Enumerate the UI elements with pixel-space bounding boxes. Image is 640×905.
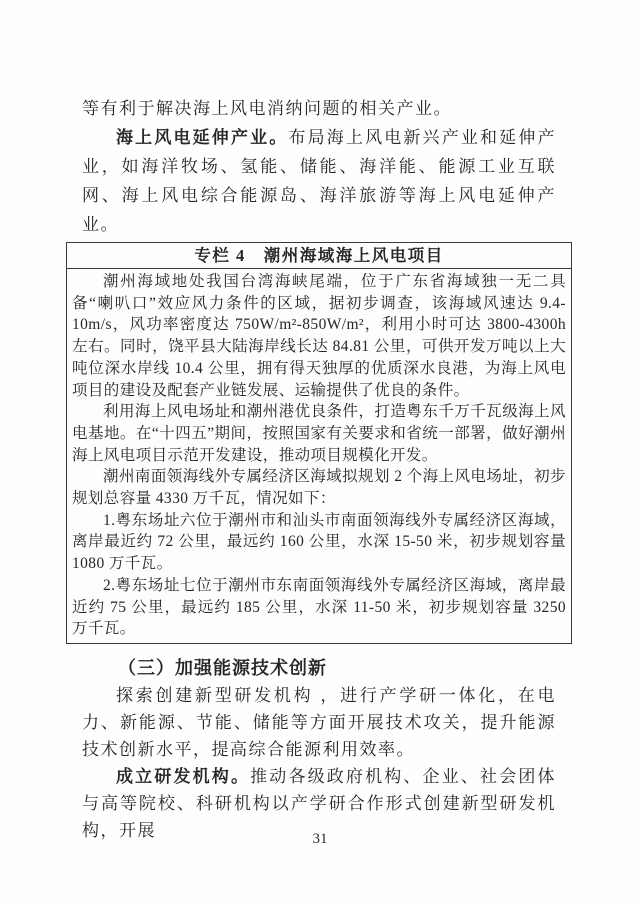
paragraph-rd-exploration: 探索创建新型研发机构 ，进行产学研一体化，在电力、新能源、节能、储能等方面开展技术攻关，提升能源技术创新水平，提高综合能源利用效率。 xyxy=(82,685,556,759)
paragraph-body-text: 布局海上风电新兴产业和延伸产业，如海洋牧场、氢能、储能、海洋能、能源工业互联网、海上风电综合能源岛、海洋旅游等海上风电延伸产业。 xyxy=(82,128,557,234)
paragraph-continuation: 等有利于解决海上风电消纳问题的相关产业。 xyxy=(82,99,452,118)
section-heading-tech-innovation: （三）加强能源技术创新 xyxy=(118,657,327,678)
column-box-title: 专栏 4 潮州海域海上风电项目 xyxy=(67,243,571,269)
box-paragraph-site-plan: 潮州南面领海线外专属经济区海域拟规划 2 个海上风电场址，初步规划总容量 4330 万千瓦，情况如下： xyxy=(72,468,566,508)
paragraph-lead-bold: 成立研发机构。 xyxy=(116,766,251,786)
box-paragraph-site-seven: 2.粤东场址七位于潮州市东南面领海线外专属经济区海域，离岸最近约 75 公里，最远约 185 公里，水深 11-50 米，初步规划容量 3250 万千瓦。 xyxy=(72,576,566,638)
column-box-body xyxy=(67,269,571,643)
column-box-4 xyxy=(66,242,572,644)
paragraph-body-text: 推动各级政府机构、企业、社会团体与高等院校、科研机构以产学研合作形式创建新型研发机构，开展 xyxy=(82,766,557,840)
paragraph-lead-bold: 海上风电延伸产业。 xyxy=(116,128,289,147)
paragraph-offshore-wind-extension xyxy=(82,123,556,239)
box-paragraph-base-plan: 利用海上风电场址和潮州港优良条件，打造粤东千万千瓦级海上风电基地。在“十四五”期间，按照国家有关要求和省统一部署，做好潮州海上风电项目示范开发建设，推动项目规模化开发。 xyxy=(72,403,566,464)
box-paragraph-site-six: 1.粤东场址六位于潮州市和汕头市南面领海线外专属经济区海域，离岸最近约 72 公里，最远约 160 公里，水深 15-50 米，初步规划容量 1080 万千瓦。 xyxy=(72,511,566,573)
box-paragraph-overview: 潮州海域地处我国台湾海峡尾端，位于广东省海域独一无二具备“喇叭口”效应风力条件的区域，据初步调查，该海域风速达 9.4-10m/s，风功率密度达 750W/m²-850W/m²，利用小时可达 3800-4300h 左右。同时，饶平县大陆海岸线长达 84.81 公里，可供开发万吨以上大吨位深水岸线 10.4 公里，拥有得天独厚的优质深水良港，为海上风电项目的建设及配套产业链发展、运输提供了优良的条件。 xyxy=(72,273,566,399)
page-number: 31 xyxy=(312,831,328,847)
